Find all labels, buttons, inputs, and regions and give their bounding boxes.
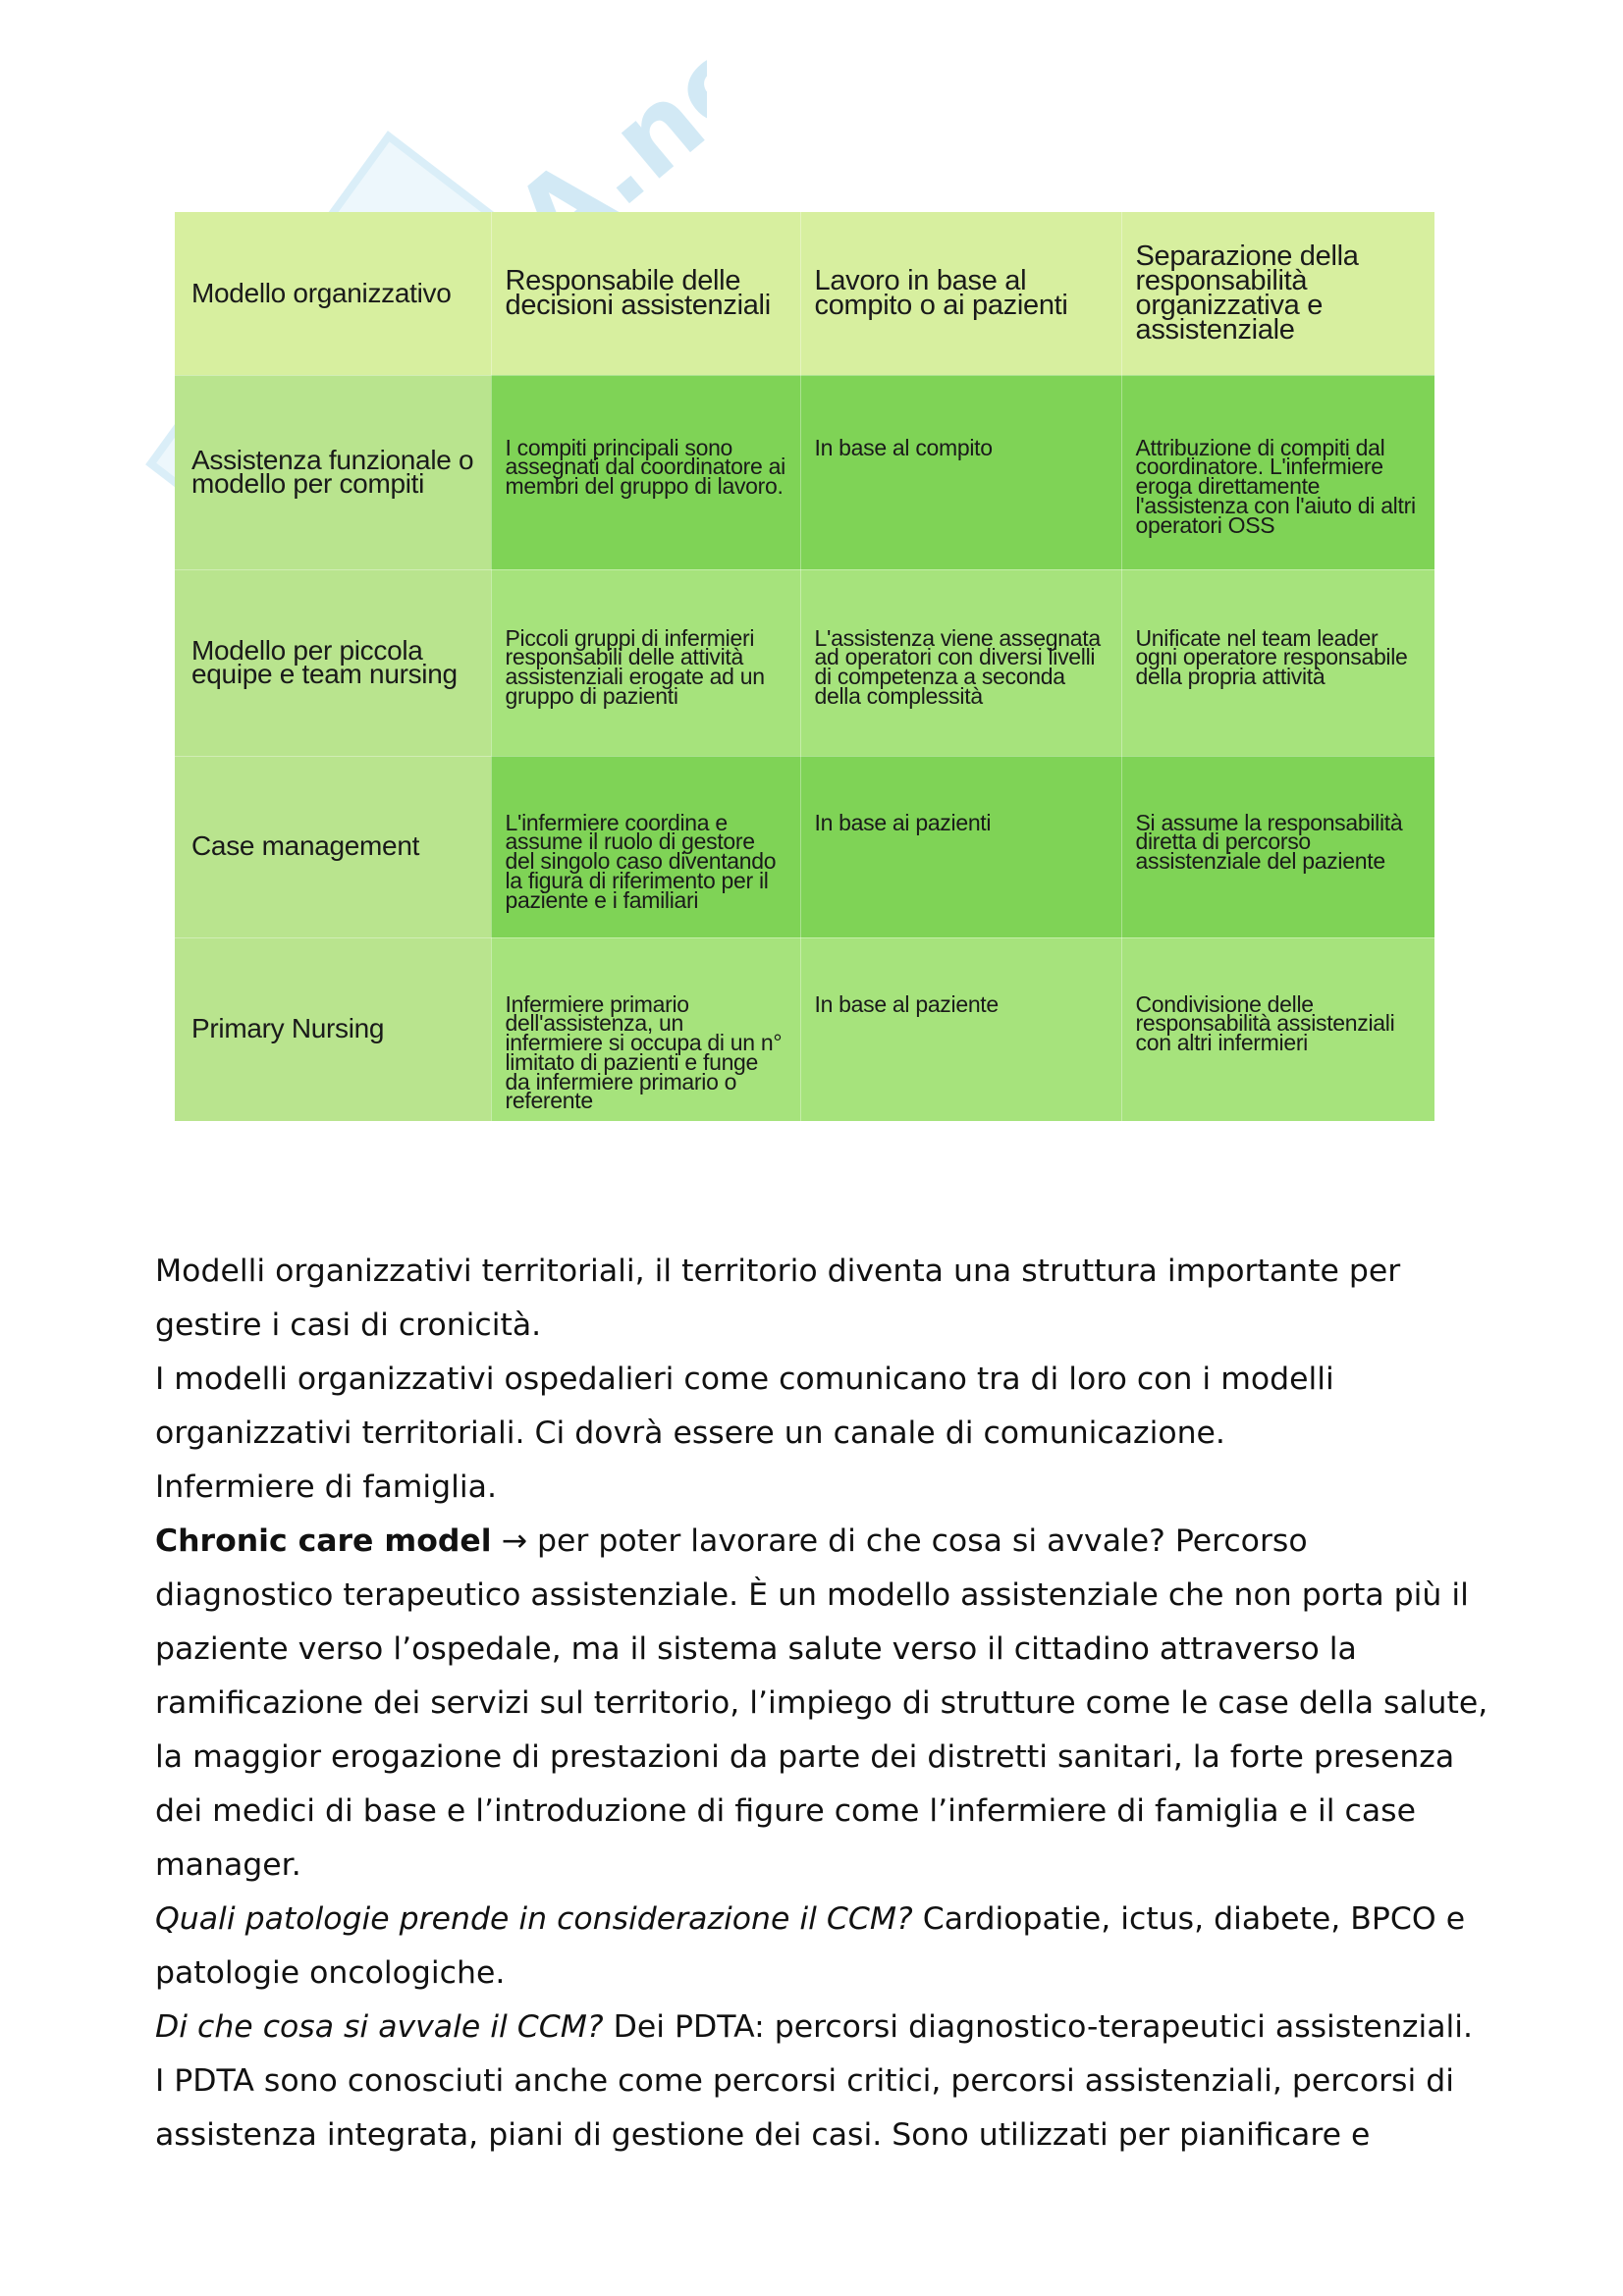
table-cell: In base ai pazienti — [800, 756, 1121, 937]
header-cell: Responsabile delle decisioni assistenziali — [491, 212, 800, 375]
table-cell: L'infermiere coordina e assume il ruolo di gestore del singolo caso diventando la figura di riferimento per il paziente e i familiari — [491, 756, 800, 937]
table-cell: In base al paziente — [800, 937, 1121, 1121]
body-text — [155, 1245, 1490, 2163]
row-label: Modello per piccola equipe e team nursing — [175, 569, 491, 756]
paragraph: Modelli organizzativi territoriali, il territorio diventa una struttura importante per gestire i casi di cronicità. — [155, 1254, 1401, 1343]
ccm-title: Chronic care model — [155, 1523, 492, 1559]
table-cell: In base al compito — [800, 375, 1121, 569]
arrow-icon: → — [501, 1523, 527, 1559]
question-paragraph — [155, 2001, 1490, 2163]
table-cell: Piccoli gruppi di infermieri responsabili delle attività assistenziali erogate ad un gruppo di pazienti — [491, 569, 800, 756]
header-cell: Modello organizzativo — [175, 212, 491, 375]
table-row — [175, 569, 1434, 756]
table-cell: L'assistenza viene assegnata ad operatori con diversi livelli di competenza a seconda della complessità — [800, 569, 1121, 756]
answer: Cardiopatie, ictus, diabete, BPCO e patologie oncologiche. — [155, 1901, 1466, 1991]
question: Quali patologie prende in considerazione il CCM? — [155, 1901, 913, 1937]
table-header-row — [175, 212, 1434, 375]
header-cell: Separazione della responsabilità organizzativa e assistenziale — [1121, 212, 1434, 375]
row-label: Primary Nursing — [175, 937, 491, 1121]
header-cell: Lavoro in base al compito o ai pazienti — [800, 212, 1121, 375]
table-cell: Condivisione delle responsabilità assistenziali con altri infermieri — [1121, 937, 1434, 1121]
table-row — [175, 937, 1434, 1121]
table-cell: Infermiere primario dell'assistenza, un infermiere si occupa di un n° limitato di pazienti e funge da infermiere primario o referente — [491, 937, 800, 1121]
table-cell: Si assume la responsabilità diretta di percorso assistenziale del paziente — [1121, 756, 1434, 937]
question: Di che cosa si avvale il CCM? — [155, 2009, 604, 2045]
table-cell: Unificate nel team leader ogni operatore responsabile della propria attività — [1121, 569, 1434, 756]
table-cell: I compiti principali sono assegnati dal coordinatore ai membri del gruppo di lavoro. — [491, 375, 800, 569]
answer: Dei PDTA: percorsi diagnostico-terapeutici assistenziali. I PDTA sono conosciuti anche come percorsi critici, percorsi assistenziali, percorsi di assistenza integrata, piani di gestione dei casi. Sono utilizzati per pianificare e — [155, 2009, 1474, 2153]
paragraph: I modelli organizzativi ospedalieri come comunicano tra di loro con i modelli organizzativi territoriali. Ci dovrà essere un canale di comunicazione. — [155, 1362, 1334, 1451]
question-paragraph — [155, 1893, 1490, 2001]
table-row — [175, 375, 1434, 569]
row-label: Case management — [175, 756, 491, 937]
ccm-paragraph — [155, 1515, 1490, 1893]
table-row — [175, 756, 1434, 937]
ccm-body: per poter lavorare di che cosa si avvale? Percorso diagnostico terapeutico assistenziale. È un modello assistenziale che non porta più il paziente verso l’ospedale, ma il sistema salute verso il cittadino attraverso la ramificazione dei servizi sul territorio, l’impiego di strutture come le case della salute, la maggior erogazione di prestazioni da parte dei distretti sanitari, la forte presenza dei medici di base e l’introduzione di figure come l’infermiere di famiglia e il case manager. — [155, 1523, 1488, 1883]
organizational-models-table — [175, 212, 1434, 1121]
models-table — [175, 212, 1435, 1122]
table-cell: Attribuzione di compiti dal coordinatore. L'infermiere eroga direttamente l'assistenza con l'aiuto di altri operatori OSS — [1121, 375, 1434, 569]
row-label: Assistenza funzionale o modello per compiti — [175, 375, 491, 569]
paragraph: Infermiere di famiglia. — [155, 1469, 497, 1505]
